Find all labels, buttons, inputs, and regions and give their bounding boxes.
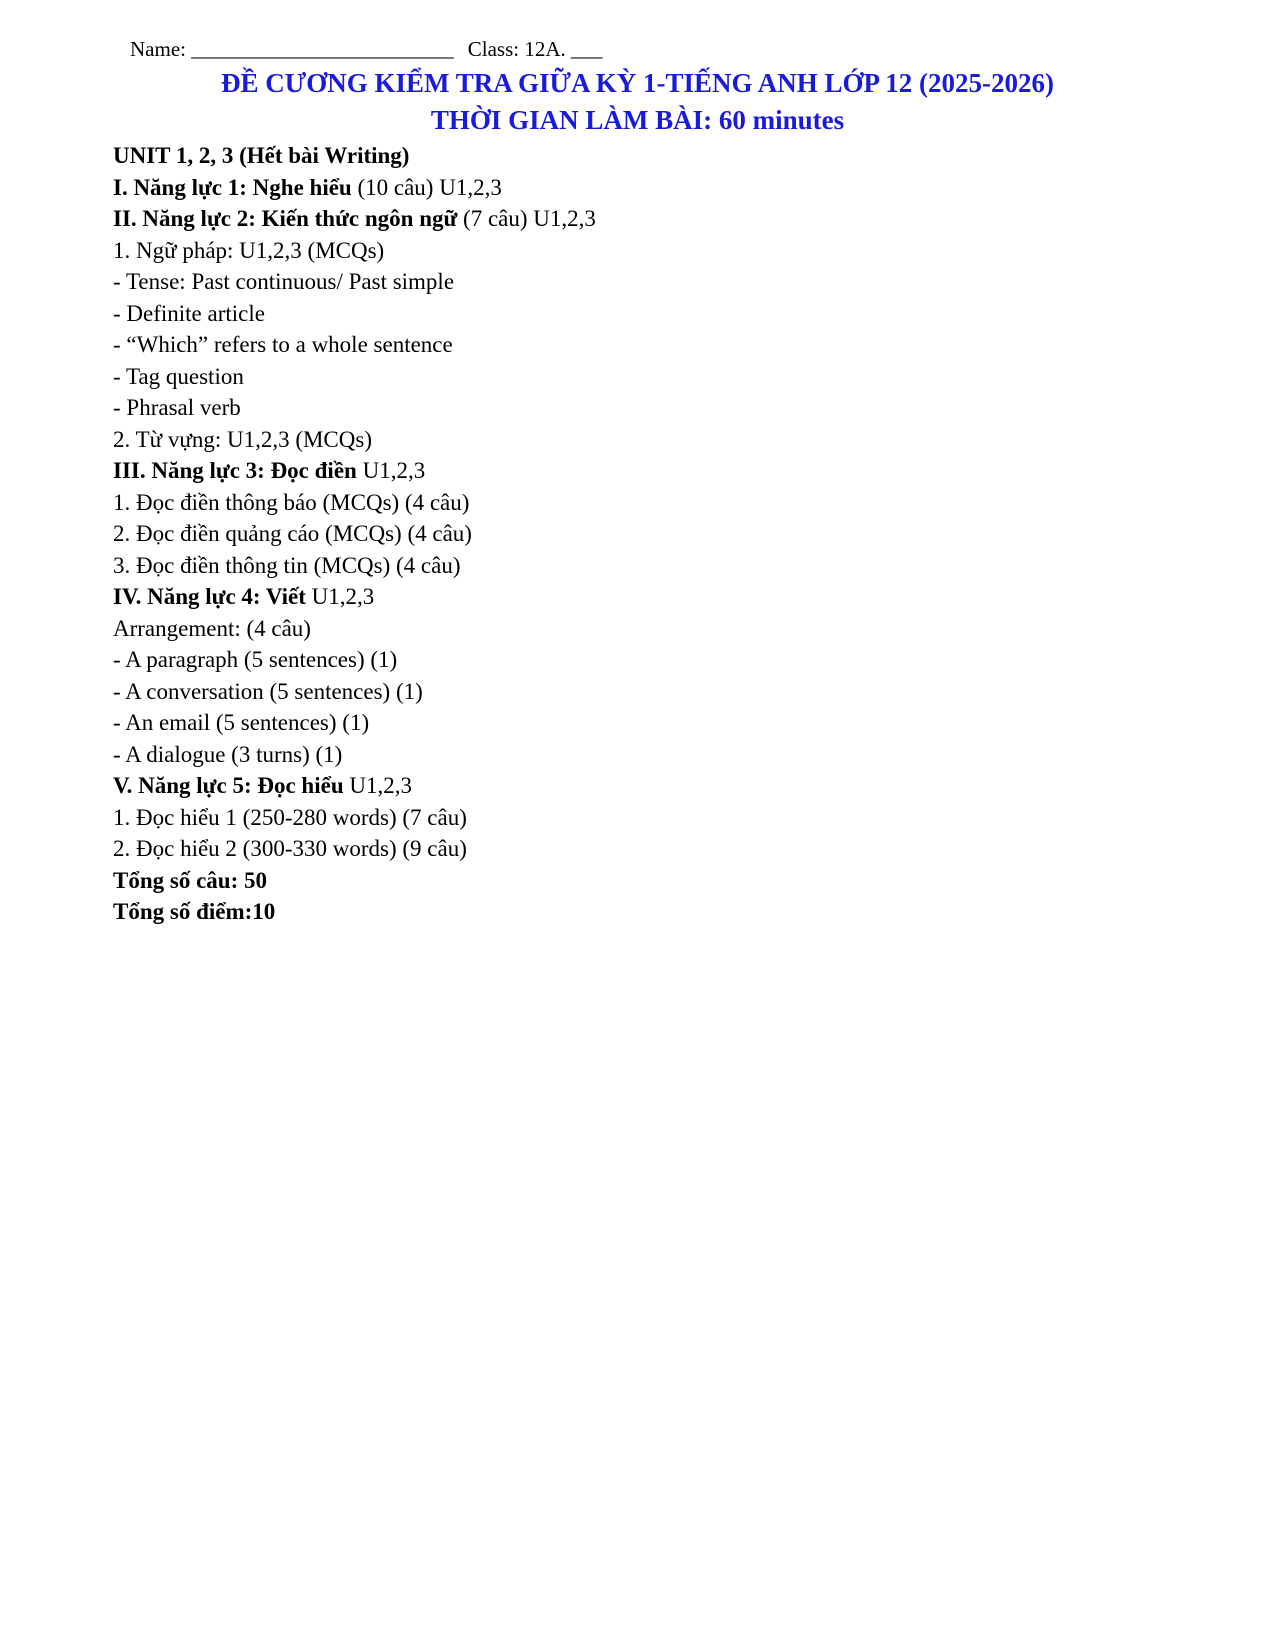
- list-item: - A dialogue (3 turns) (1): [113, 741, 343, 767]
- section-writing-detail: U1,2,3: [305, 584, 375, 609]
- class-field-label: Class: 12A. ___: [467, 37, 603, 61]
- total-questions: Tổng số câu: 50: [113, 867, 267, 893]
- vocabulary-heading: 2. Từ vựng: U1,2,3 (MCQs): [113, 426, 372, 452]
- section-reading-comprehension: [113, 770, 596, 802]
- section-reading-fill-title: III. Năng lực 3: Đọc điền: [113, 458, 357, 483]
- list-item: - Phrasal verb: [113, 395, 241, 420]
- list-item: - Definite article: [113, 300, 265, 326]
- list-item: - A conversation (5 sentences) (1): [113, 678, 423, 704]
- list-item: 2. Đọc hiểu 2 (300-330 words) (9 câu): [113, 836, 467, 861]
- list-item: 1. Đọc hiểu 1 (250-280 words) (7 câu): [113, 804, 467, 830]
- list-item: 2. Đọc điền quảng cáo (MCQs) (4 câu): [113, 521, 472, 546]
- name-field-label: Name: _________________________: [130, 37, 454, 61]
- section-reading-fill: [113, 455, 596, 487]
- list-item: 1. Đọc điền thông báo (MCQs) (4 câu): [113, 489, 470, 515]
- document-title: ĐỀ CƯƠNG KIỂM TRA GIỮA KỲ 1-TIẾNG ANH LỚP 12 (2025-2026): [220, 68, 1055, 98]
- section-reading-fill-detail: U1,2,3: [356, 458, 426, 483]
- section-language-knowledge: [113, 203, 596, 235]
- arrangement-heading: Arrangement: (4 câu): [113, 615, 311, 641]
- units-heading: UNIT 1, 2, 3 (Hết bài Writing): [113, 143, 410, 168]
- list-item: - Tense: Past continuous/ Past simple: [113, 269, 455, 294]
- total-points: Tổng số điểm:10: [113, 899, 276, 924]
- list-item: - Tag question: [113, 363, 244, 389]
- exam-outline: [113, 140, 596, 928]
- list-item: 3. Đọc điền thông tin (MCQs) (4 câu): [113, 552, 461, 578]
- grammar-heading: 1. Ngữ pháp: U1,2,3 (MCQs): [113, 237, 385, 263]
- section-writing-title: IV. Năng lực 4: Viết: [113, 584, 306, 609]
- student-info-line: [130, 36, 603, 62]
- list-item: - An email (5 sentences) (1): [113, 710, 370, 735]
- list-item: - A paragraph (5 sentences) (1): [113, 647, 398, 672]
- list-item: - “Which” refers to a whole sentence: [113, 332, 453, 357]
- section-language-knowledge-detail: (7 câu) U1,2,3: [457, 206, 596, 231]
- exam-duration-title: THỜI GIAN LÀM BÀI: 60 minutes: [430, 105, 845, 135]
- section-language-knowledge-title: II. Năng lực 2: Kiến thức ngôn ngữ: [113, 206, 458, 231]
- section-reading-comprehension-title: V. Năng lực 5: Đọc hiểu: [113, 773, 344, 798]
- section-listening-detail: (10 câu) U1,2,3: [351, 174, 502, 200]
- section-listening: [113, 172, 596, 204]
- section-reading-comprehension-detail: U1,2,3: [343, 773, 412, 798]
- section-writing: [113, 581, 596, 613]
- section-listening-title: I. Năng lực 1: Nghe hiểu: [113, 174, 352, 200]
